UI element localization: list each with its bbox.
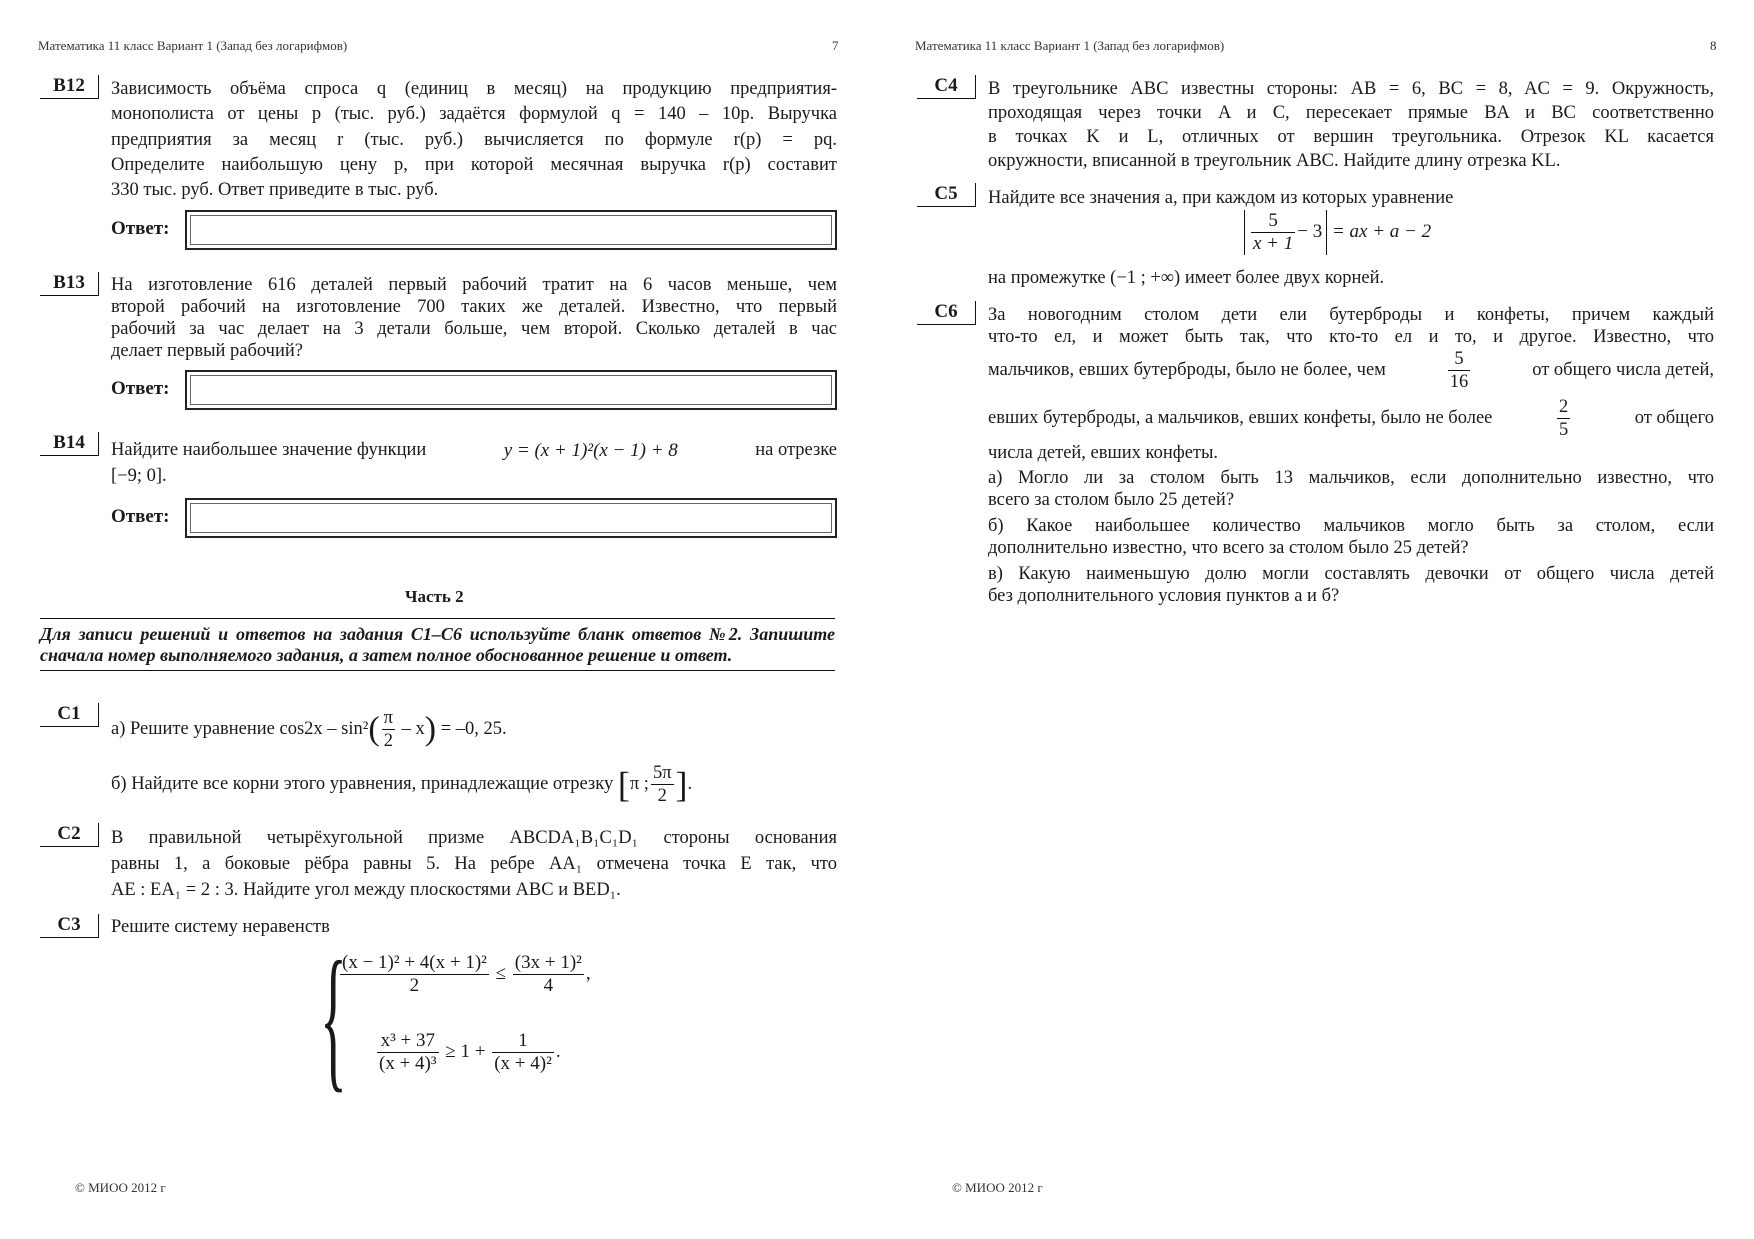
task-label-b14: B14 <box>40 432 99 456</box>
answer-label: Ответ: <box>111 218 170 239</box>
c3-row-2 <box>375 1030 561 1075</box>
c1-b-frac-num: 5π <box>652 763 672 783</box>
c6-line-3 <box>988 348 1714 393</box>
c2-line-1: В правильной четырёхугольной призме ABCDA₁B₁C₁D₁ стороны основания <box>111 828 837 848</box>
c4-line-2: проходящая через точки A и C, пересекает прямые BA и BC соответственно <box>988 103 1714 123</box>
c3-r2-fraction-1 <box>377 1030 439 1075</box>
c6-f1-den: 16 <box>1449 372 1469 392</box>
c6-l4b: от общего <box>1634 408 1714 428</box>
c6-question-a-1: а) Могло ли за столом быть 13 мальчиков, если дополнительно известно, что <box>988 468 1714 488</box>
c6-f1-num: 5 <box>1448 348 1471 371</box>
c4-line-4: окружности, вписанной в треугольник ABC. Найдите длину отрезка KL. <box>988 151 1561 171</box>
c1-part-a: а) Решите уравнение cos2x – sin²( $\frac{\pi}{2}$ – x) = –0, 25. <box>111 708 507 751</box>
page-footer: © МИОО 2012 г <box>75 1180 166 1195</box>
c1-a-tail1: – x <box>396 718 425 739</box>
c3-r1-op: ≤ <box>495 962 507 984</box>
b12-line-1: Зависимость объёма спроса q (единиц в месяц) на продукцию предприятия- <box>111 79 837 99</box>
c3-r1-fraction-1 <box>340 952 489 997</box>
page-footer: © МИОО 2012 г <box>952 1180 1043 1195</box>
b13-line-3: рабочий за час делает на 3 детали больше, чем второй. Сколько деталей в час <box>111 319 837 339</box>
c1-part-b: б) Найдите все корни этого уравнения, принадлежащие отрезку [π ; $\frac{5\pi}{2}$ ]. <box>111 763 693 806</box>
b13-line-1: На изготовление 616 деталей первый рабочий тратит на 6 часов меньше, чем <box>111 275 837 295</box>
part-2-title: Часть 2 <box>405 587 464 606</box>
c5-line-1: Найдите все значения a, при каждом из которых уравнение <box>988 188 1454 208</box>
b14-text-c: на отрезке <box>755 440 837 460</box>
page-8 <box>877 0 1754 1239</box>
c6-f2-den: 5 <box>1558 420 1569 440</box>
c1-a-tail2: = –0, 25. <box>436 718 507 739</box>
c2-line-2: равны 1, а боковые рёбра равны 5. На ребре AA₁ отмечена точка E так, что <box>111 854 837 874</box>
c3-r1-fraction-2 <box>513 952 584 997</box>
c3-r2-den-1: (x + 4)³ <box>379 1053 437 1074</box>
b12-answer-box[interactable] <box>185 210 837 250</box>
c1-a-frac-num: π <box>383 708 393 728</box>
c3-r2-op: ≥ 1 + <box>445 1040 486 1062</box>
b12-line-4: Определите наибольшую цену p, при которой месячная выручка r(p) составит <box>111 155 837 175</box>
c4-line-1: В треугольнике ABC известны стороны: AB = 6, BC = 8, AC = 9. Окружность, <box>988 79 1714 99</box>
b13-answer-box[interactable] <box>185 370 837 410</box>
c6-f2-num: 2 <box>1558 397 1569 417</box>
task-label-c5: C5 <box>917 183 976 207</box>
c6-question-b-2: дополнительно известно, что всего за столом было 25 детей? <box>988 538 1469 558</box>
c6-line-2: что-то ел, и может быть так, что кто-то ел и то, и другое. Известно, что <box>988 327 1714 347</box>
c3-r1-num-1: (x − 1)² + 4(x + 1)² <box>342 952 487 973</box>
task-label-c3: C3 <box>40 914 99 938</box>
c3-system-brace: { <box>320 928 347 1106</box>
c3-r2-fraction-2 <box>492 1030 554 1075</box>
page-header: Математика 11 класс Вариант 1 (Запад без логарифмов) <box>38 38 348 53</box>
c3-r2-den-2: (x + 4)² <box>494 1053 552 1074</box>
task-label-b12: B12 <box>40 75 99 99</box>
b14-function: y = (x + 1)²(x − 1) + 8 <box>503 440 678 461</box>
c3-r1-end: , <box>585 962 591 984</box>
c3-row-1 <box>338 952 591 997</box>
c1-a-fraction <box>382 707 395 752</box>
c3-r1-num-2: (3x + 1)² <box>514 952 582 973</box>
c3-r2-end: . <box>555 1040 561 1062</box>
c1-b-fraction <box>651 762 674 807</box>
b14-answer-box[interactable] <box>185 498 837 538</box>
c6-question-c-2: без дополнительного условия пунктов а и б? <box>988 586 1340 606</box>
task-label-c4: C4 <box>917 75 976 99</box>
c3-r1-den-1: 2 <box>409 975 420 996</box>
c2-line-3: AE : EA₁ = 2 : 3. Найдите угол между плоскостями ABC и BED₁. <box>111 880 621 900</box>
part-2-instructions: Для записи решений и ответов на задания С1–С6 используйте бланк ответов №2. Запишите сначала номер выполняемого задания, а затем полное обоснованное решение и ответ. <box>40 618 835 671</box>
c6-fraction-1 <box>1448 348 1471 393</box>
c5-eq-rhs: = ax + a − 2 <box>1331 220 1432 242</box>
b13-line-4: делает первый рабочий? <box>111 341 304 361</box>
b14-text-a: Найдите наибольшее значение функции <box>111 440 427 460</box>
task-label-c2: C2 <box>40 823 99 847</box>
c5-frac-den: x + 1 <box>1253 233 1294 254</box>
c6-line-1: За новогодним столом дети ели бутерброды и конфеты, причем каждый <box>988 305 1714 325</box>
task-label-c6: C6 <box>917 301 976 325</box>
c1-b-pi: π ; <box>629 773 649 794</box>
b14-line-2: [−9; 0]. <box>111 466 167 486</box>
c6-l4a: евших бутерброды, а мальчиков, евших конфеты, было не более <box>988 408 1493 428</box>
b12-line-3: предприятия за месяц r (тыс. руб.) вычисляется по формуле r(p) = pq. <box>111 130 837 150</box>
c5-eq-mid: − 3 <box>1297 220 1323 242</box>
c6-l3a: мальчиков, евших бутерброды, было не более, чем <box>988 360 1386 380</box>
task-label-c1: C1 <box>40 703 99 727</box>
c5-line-2: на промежутке (−1 ; +∞) имеет более двух корней. <box>988 268 1385 288</box>
c6-l3b: от общего числа детей, <box>1532 360 1714 380</box>
c1-a-text: а) Решите уравнение cos2x – sin² <box>111 718 369 739</box>
b12-line-5: 330 тыс. руб. Ответ приведите в тыс. руб. <box>111 180 439 200</box>
b13-line-2: второй рабочий на изготовление 700 таких же деталей. Известно, что первый <box>111 297 837 317</box>
c6-fraction-2 <box>1557 396 1570 441</box>
c1-a-frac-den: 2 <box>383 731 393 751</box>
c6-question-a-2: всего за столом было 25 детей? <box>988 490 1235 510</box>
c5-fraction <box>1251 210 1295 255</box>
c5-equation <box>1244 210 1431 255</box>
c3-r2-num-2: 1 <box>492 1030 554 1053</box>
c3-r2-num-1: x³ + 37 <box>377 1030 439 1053</box>
c1-b-text: б) Найдите все корни этого уравнения, принадлежащие отрезку <box>111 773 614 794</box>
answer-label: Ответ: <box>111 506 170 527</box>
b14-line-1 <box>111 439 837 462</box>
c5-frac-num: 5 <box>1251 210 1295 233</box>
c4-line-3: в точках K и L, отличных от вершин треугольника. Отрезок KL касается <box>988 127 1714 147</box>
c6-line-5: числа детей, евших конфеты. <box>988 443 1219 463</box>
page-number: 7 <box>832 38 839 53</box>
c3-text: Решите систему неравенств <box>111 917 330 937</box>
page-header: Математика 11 класс Вариант 1 (Запад без логарифмов) <box>915 38 1225 53</box>
c6-line-4 <box>988 396 1714 441</box>
c6-question-c-1: в) Какую наименьшую долю могли составлять девочки от общего числа детей <box>988 564 1714 584</box>
c1-b-frac-den: 2 <box>657 786 667 806</box>
answer-label: Ответ: <box>111 378 170 399</box>
c6-question-b-1: б) Какое наибольшее количество мальчиков могло быть за столом, если <box>988 516 1714 536</box>
c3-r1-den-2: 4 <box>543 975 554 996</box>
page-number: 8 <box>1710 38 1717 53</box>
task-label-b13: B13 <box>40 272 99 296</box>
b12-line-2: монополиста от цены p (тыс. руб.) задаётся формулой q = 140 – 10p. Выручка <box>111 104 837 124</box>
